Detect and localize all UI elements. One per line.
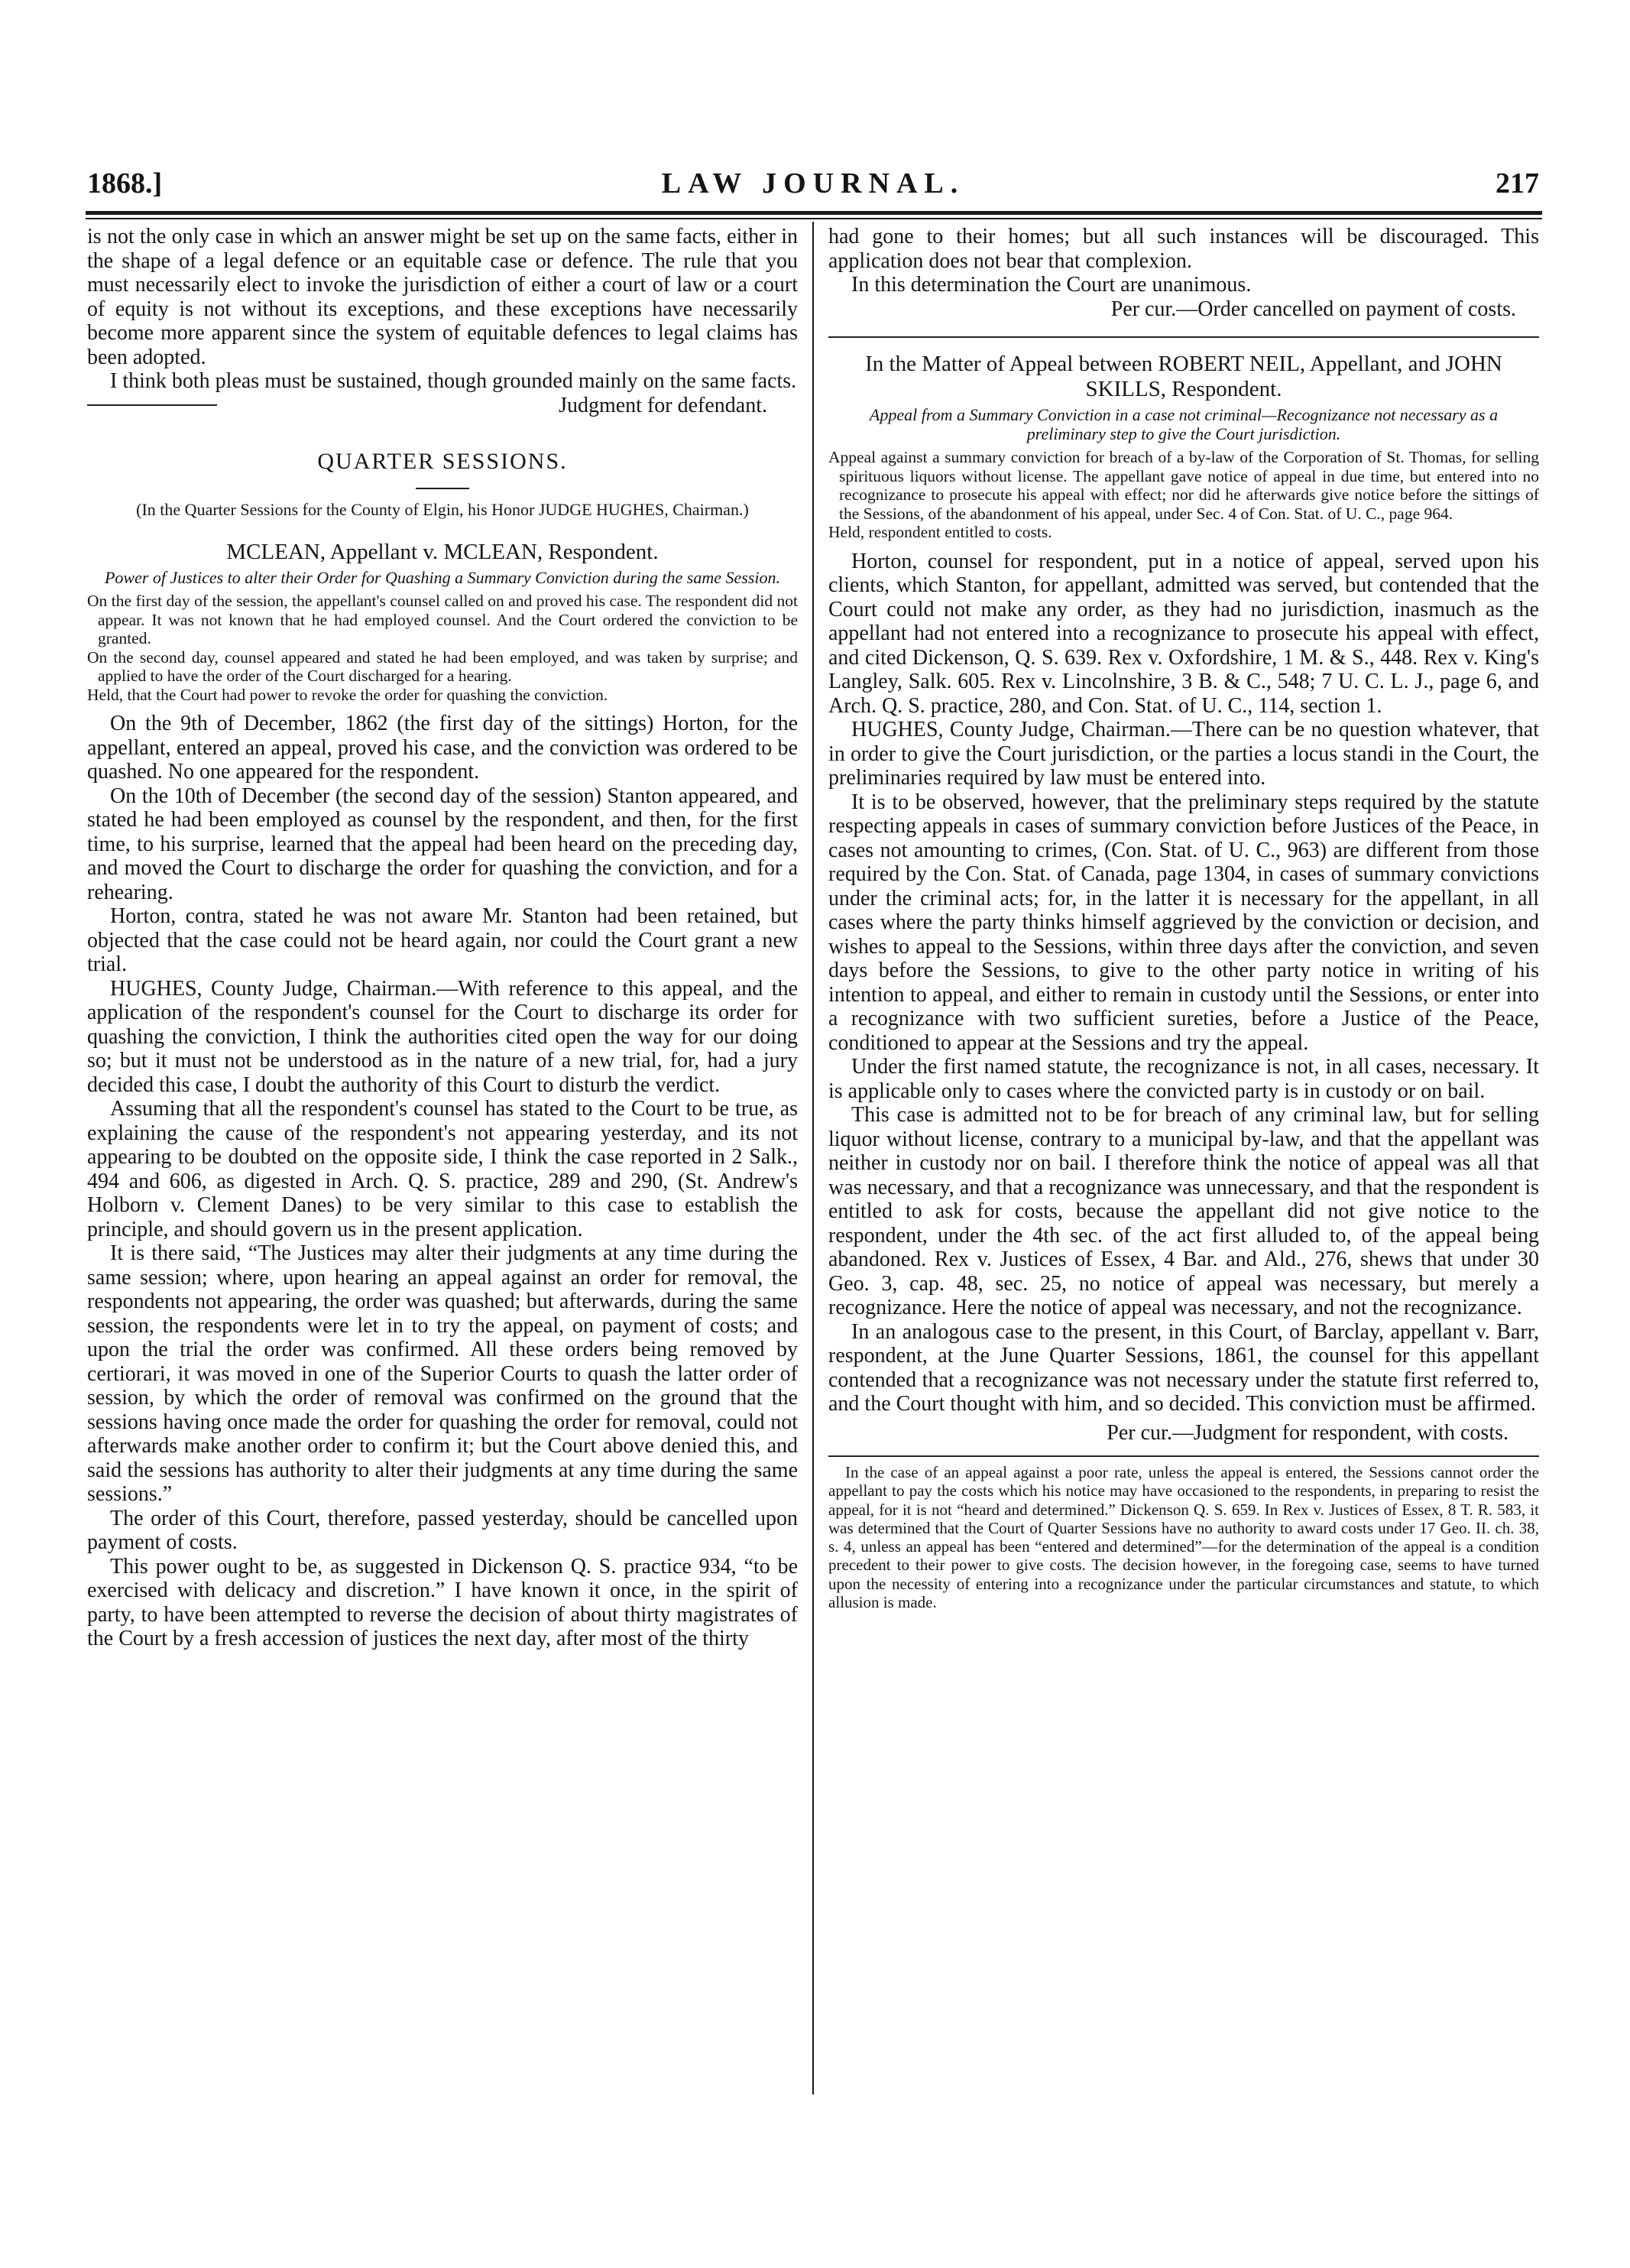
page-number: 217 (1496, 167, 1539, 200)
left-column (87, 225, 798, 1651)
paragraph: It is to be observed, however, that the preliminary steps required by the statute respecting appeals in cases of summary conviction before Justices of the Peace, in cases not amounting to crimes, (Con. Stat. of U. C., 963) are different from those required by the Con. Stat. of Canada, page 1304, in cases of summary convictions under the criminal acts; for, in the latter it is necessary for the appellant, in all cases where the party thinks himself aggrieved by the conviction or decision, and wishes to appeal to the Sessions, within three days after the conviction, and seven days before the Sessions, to give to the other party notice in writing of his intention to appeal, and either to remain in custody until the Sessions, or enter into a recognizance with two sufficient sureties, before a Justice of the Peace, conditioned to appear at the Sessions and try the appeal. (828, 790, 1539, 1055)
court-note: (In the Quarter Sessions for the County of Elgin, his Honor JUDGE HUGHES, Chairman.) (136, 500, 749, 519)
held-statement: Held, respondent entitled to costs. (828, 523, 1052, 541)
paragraph: Assuming that all the respondent's counsel has stated to the Court to be true, as explaining the cause of the respondent's not appearing yesterday, and its not appearing to be doubted on the opposite side, I think the case reported in 2 Salk., 494 and 606, as digested in Arch. Q. S. practice, 289 and 290, (St. Andrew's Holborn v. Clement Danes) to be very similar to this case to establish the principle, and should govern us in the present application. (87, 1097, 798, 1241)
paragraph: This case is admitted not to be for breach of any criminal law, but for selling liquor without license, contrary to a municipal by-law, and that the appellant was neither in custody nor on bail. I therefore think the notice of appeal was all that was necessary, and that a recognizance was unnecessary, and that the respondent is entitled to ask for costs, because the appellant did not give notice to the respondent, under the 4th sec. of the act first alluded to, of the appeal being abandoned. Rex v. Justices of Essex, 4 Bar. and Ald., 276, shews that under 30 Geo. 3, cap. 48, sec. 25, no notice of appeal was necessary, but merely a recognizance. Here the notice of appeal was necessary, and not the recognizance. (828, 1103, 1539, 1319)
case-title: MCLEAN, Appellant v. MCLEAN, Respondent. (226, 540, 659, 564)
paragraph: The order of this Court, therefore, passed yesterday, should be cancelled upon payment of costs. (87, 1506, 798, 1554)
paragraph: In an analogous case to the present, in this Court, of Barclay, appellant v. Barr, respondent, at the June Quarter Sessions, 1861, the counsel for this appellant contended that a recognizance was not necessary under the statute first referred to, and the Court thought with him, and so decided. This conviction must be affirmed. (828, 1319, 1539, 1416)
page-header (87, 162, 1539, 205)
short-rule (416, 488, 469, 489)
header-year: 1868.] (87, 167, 163, 200)
case-facts: On the first day of the session, the appellant's counsel called on and proved his case. The respondent did not appear. It was not known that he had employed counsel. And the Court ordered the conviction to be granted. (87, 592, 798, 647)
case-facts: Appeal against a summary conviction for breach of a by-law of the Corporation of St. Thomas, for selling spirituous liquors without license. The appellant gave notice of appeal in due time, but entered into no recognizance to prosecute his appeal with effect; nor did he afterwards give notice before the sittings of the Sessions, of the abandonment of his appeal, under Sec. 4 of Con. Stat. of U. C., page 964. (828, 448, 1539, 523)
header-rule-thin (86, 218, 1542, 219)
paragraph: Horton, contra, stated he was not aware Mr. Stanton had been retained, but objected that the case could not be heard again, nor could the Court grant a new trial. (87, 904, 798, 976)
section-title: QUARTER SESSIONS. (317, 449, 568, 474)
paragraph: HUGHES, County Judge, Chairman.—With reference to this appeal, and the application of the respondent's counsel for the Court to discharge its order for quashing the conviction, I think the authorities cited open the way for our doing so; but it must not be understood as in the nature of a new trial, for, had a jury decided this case, I doubt the authority of this Court to disturb the verdict. (87, 976, 798, 1097)
header-rule-thick (86, 211, 1542, 215)
paragraph: HUGHES, County Judge, Chairman.—There can be no question whatever, that in order to give the Court jurisdiction, or the parties a locus standi in the Court, the preliminaries required by law must be entered into. (828, 718, 1539, 790)
paragraph: On the 10th of December (the second day of the session) Stanton appeared, and stated he had been employed as counsel by the respondent, and then, for the first time, to his surprise, learned that the appeal had been heard on the preceding day, and moved the Court to discharge the order for quashing the conviction, and for a rehearing. (87, 784, 798, 904)
journal-title: LAW JOURNAL. (661, 167, 965, 200)
paragraph: On the 9th of December, 1862 (the first day of the sittings) Horton, for the appellant, entered an appeal, proved his case, and the conviction was ordered to be quashed. No one appeared for the respondent. (87, 712, 798, 784)
short-divider (87, 404, 217, 406)
paragraph: Horton, counsel for respondent, put in a notice of appeal, served upon his clients, which Stanton, for appellant, admitted was served, but contended that the Court could not make any order, as they had no jurisdiction, inasmuch as the appellant had not entered into a recognizance to prosecute his appeal with effect, and cited Dickenson, Q. S. 639. Rex v. Oxfordshire, 1 M. & S., 448. Rex v. King's Langley, Salk. 605. Rex v. Lincolnshire, 3 B. & C., 548; 7 U. C. L. J., page 6, and Arch. Q. S. practice, 280, and Con. Stat. of U. C., 114, section 1. (828, 549, 1539, 718)
paragraph: had gone to their homes; but all such instances will be discouraged. This application does not bear that complexion. (828, 225, 1539, 273)
headnote: Appeal from a Summary Conviction in a case not criminal—Recognizance not necessary as a preliminary step to give the Court jurisdiction. (869, 405, 1499, 443)
judgment-for-respondent: Per cur.—Judgment for respondent, with costs. (1107, 1420, 1508, 1445)
paragraph: In this determination the Court are unanimous. (851, 273, 1252, 297)
paragraph: Under the first named statute, the recognizance is not, in all cases, necessary. It is applicable only to cases where the convicted party is in custody or on bail. (828, 1055, 1539, 1103)
held-statement: Held, that the Court had power to revoke the order for quashing the conviction. (87, 685, 608, 704)
section-separator (828, 336, 1539, 338)
paragraph: This power ought to be, as suggested in Dickenson Q. S. practice 934, “to be exercised with delicacy and discretion.” I have known it once, in the spirit of party, to have been attempted to reverse the decision of about thirty magistrates of the Court by a fresh accession of justices the next day, after most of the thirty (87, 1554, 798, 1650)
column-divider (812, 222, 814, 2094)
judgment-line (87, 394, 798, 418)
right-column (828, 225, 1539, 1611)
paragraph: is not the only case in which an answer might be set up on the same facts, either in the shape of a legal defence or an equitable case or defence. The rule that you must necessarily elect to invoke the jurisdiction of either a court of law or a court of equity is not without its exceptions, and these exceptions have necessarily become more apparent since the system of equitable defences to legal claims has been adopted. (87, 225, 798, 369)
footnote: In the case of an appeal against a poor rate, unless the appeal is entered, the Sessions cannot order the appellant to pay the costs which his notice may have occasioned to the respondents, in preparing to resist the appeal, for it is not “heard and determined.” Dickenson Q. S. 659. In Rex v. Justices of Essex, 8 T. R. 583, it was determined that the Court of Quarter Sessions have no authority to award costs under 17 Geo. II. ch. 38, s. 4, unless an appeal has been “entered and determined”—for the determination of the appeal is a condition precedent to their power to give costs. The decision however, in the foregoing case, seems to have turned upon the necessity of entering into a recognizance under the particular circumstances and statute, to which allusion is made. (828, 1463, 1539, 1612)
paragraph: I think both pleas must be sustained, though grounded mainly on the same facts. (110, 369, 797, 393)
paragraph: It is there said, “The Justices may alter their judgments at any time during the same session; where, upon hearing an appeal against an order for removal, the respondents not appearing, the order was quashed; but afterwards, during the same session, the respondents were let in to try the appeal, on payment of costs; and upon the trial the order was confirmed. All these orders being removed by certiorari, it was moved in one of the Superior Courts to quash the latter order of session, by which the order of removal was confirmed on the ground that the sessions having once made the order for quashing the order for removal, could not afterwards make another order to confirm it; but the Court above denied this, and said the sessions has authority to alter their judgments at any time during the same sessions.” (87, 1241, 798, 1506)
order-line: Per cur.—Order cancelled on payment of costs. (1110, 297, 1516, 321)
case-facts: On the second day, counsel appeared and stated he had been employed, and was taken by surprise; and applied to have the order of the Court discharged for a hearing. (87, 647, 798, 685)
case-title: In the Matter of Appeal between ROBERT NEIL, Appellant, and JOHN SKILLS, Respondent. (865, 352, 1502, 401)
footnote-rule (828, 1455, 1539, 1457)
headnote: Power of Justices to alter their Order for Quashing a Summary Conviction during the same Session. (104, 568, 780, 587)
judgment-for-defendant: Judgment for defendant. (559, 393, 767, 417)
